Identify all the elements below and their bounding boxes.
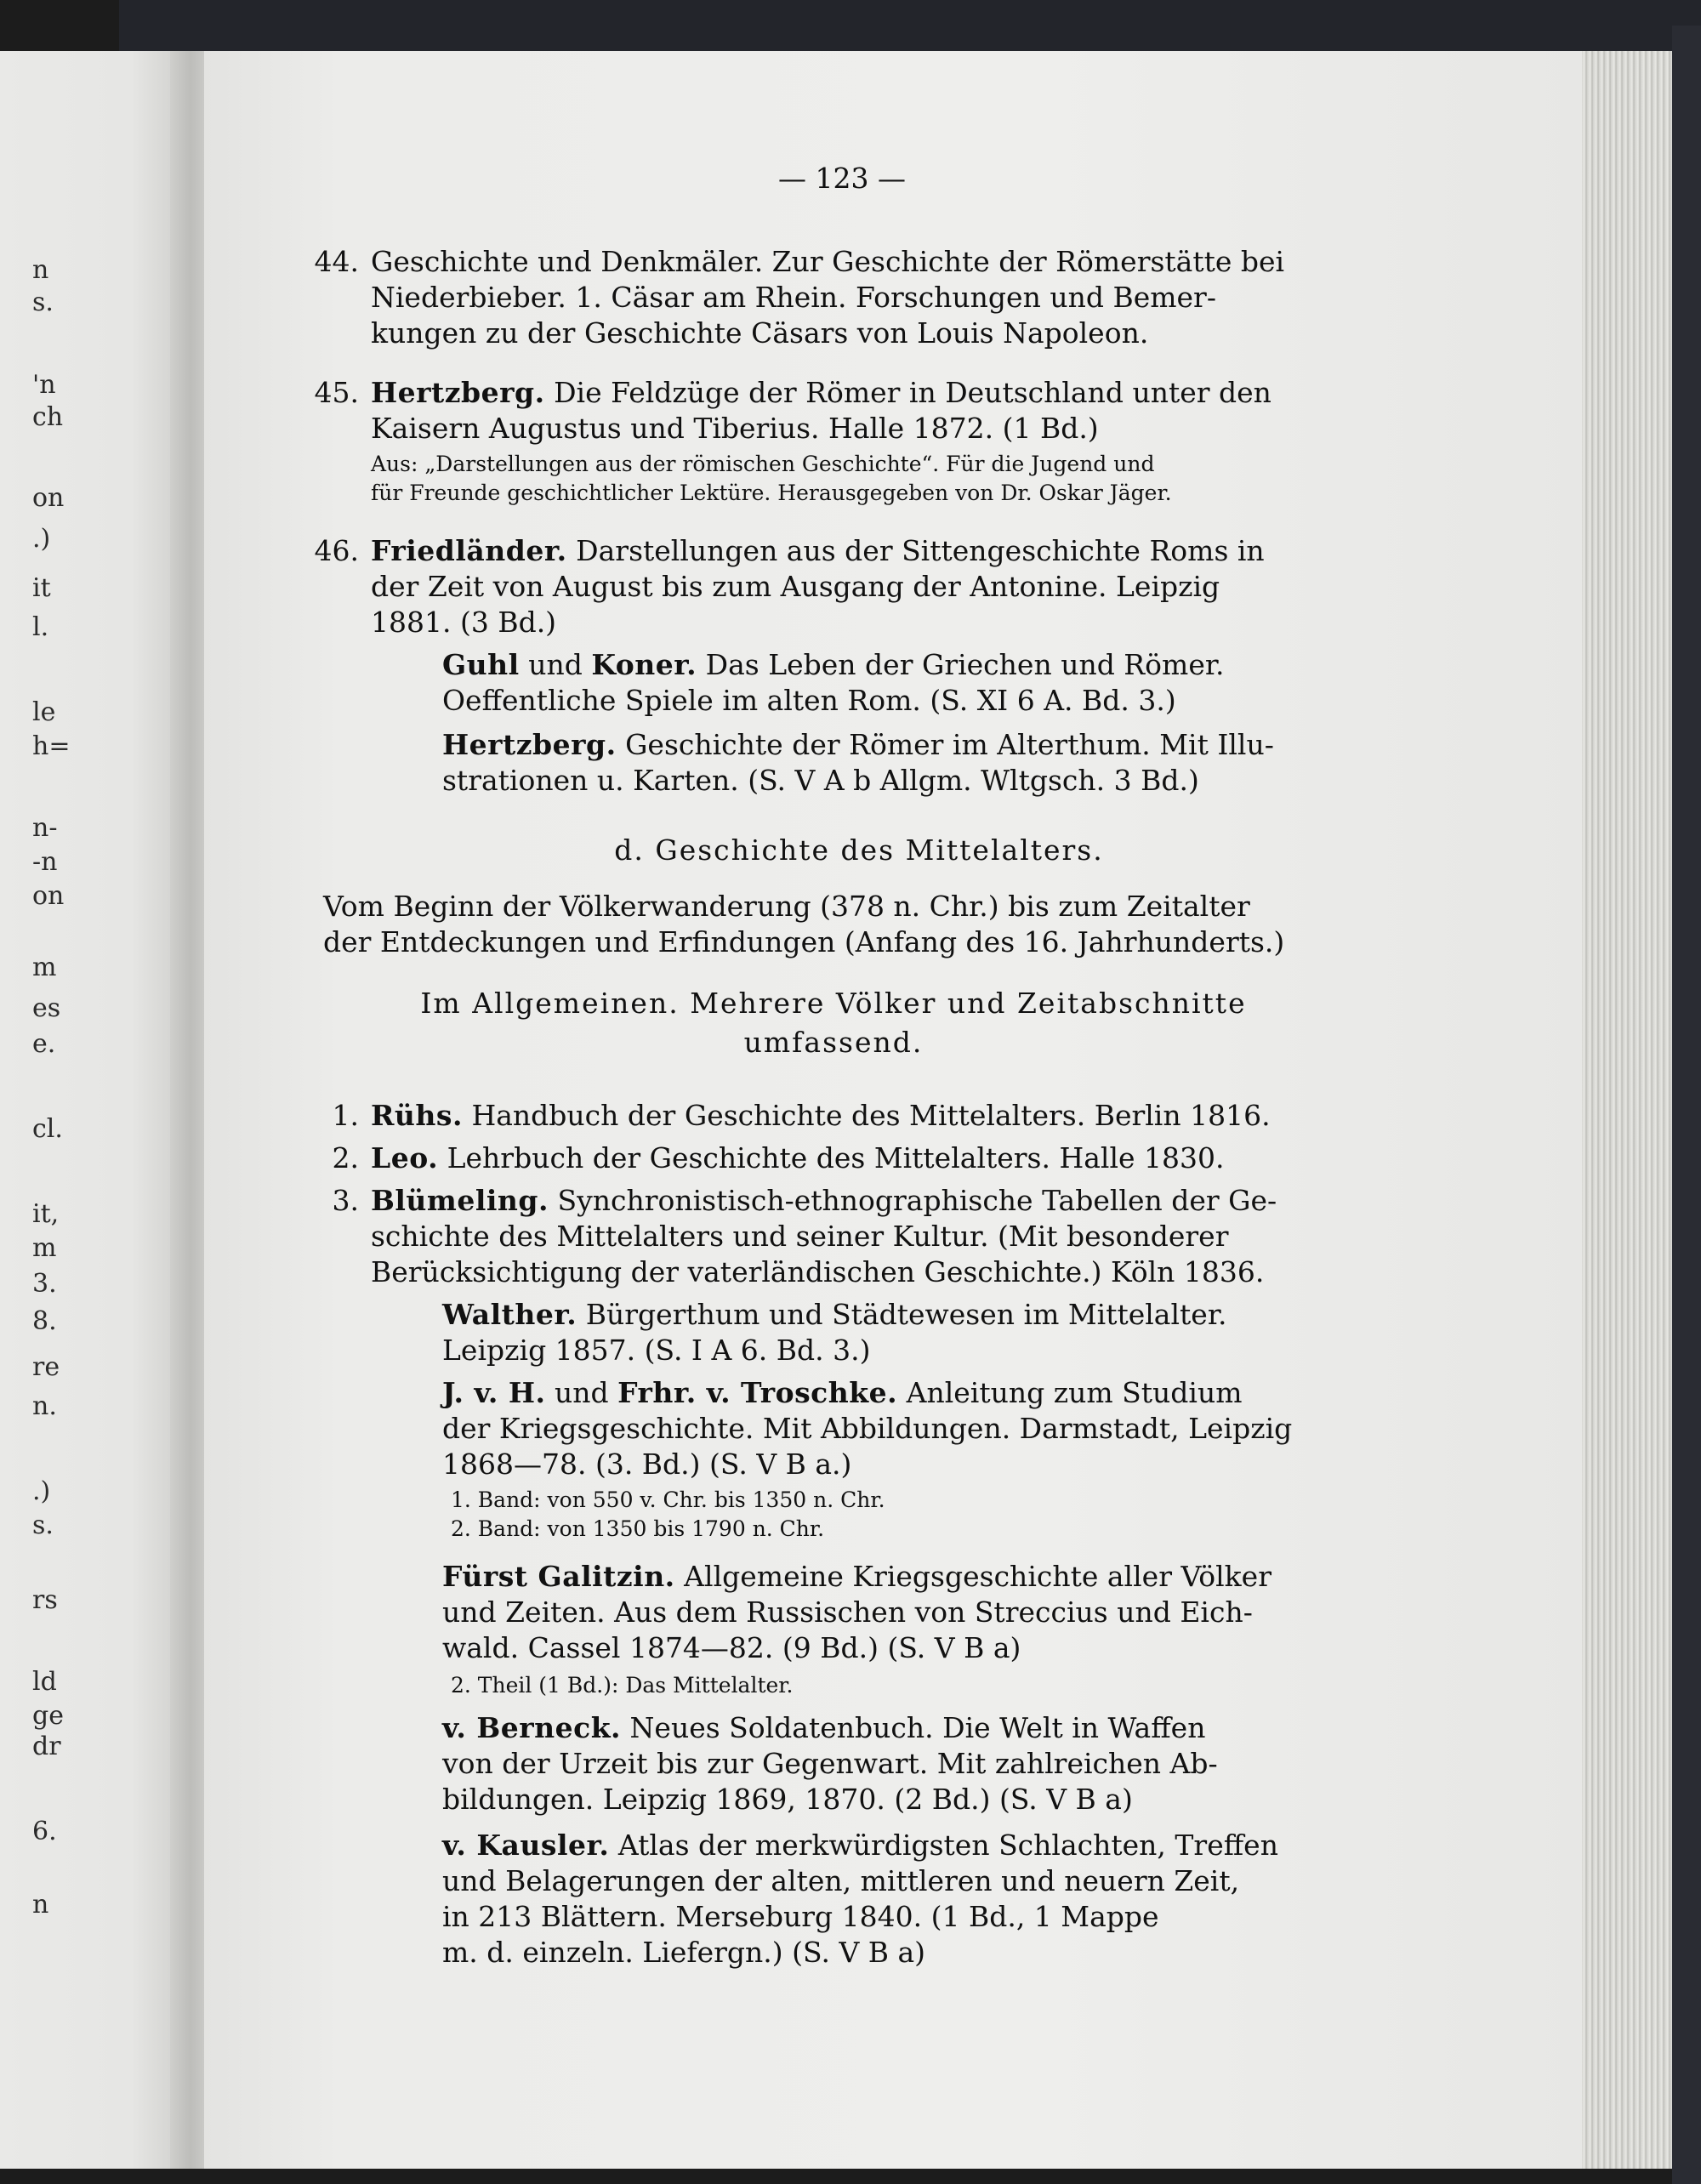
- section-intro-2: der Entdeckungen und Erfindungen (Anfang des 16. Jahrhunderts.): [323, 925, 1285, 958]
- entry-jvh-line-1: [442, 1376, 1243, 1410]
- entry-hertzberg-line-1: [442, 728, 1274, 762]
- facing-text-fragment: n: [32, 255, 49, 285]
- entry-2-line: [306, 1141, 1225, 1175]
- facing-text-fragment: re: [32, 1352, 60, 1382]
- facing-text-fragment: cl.: [32, 1114, 63, 1144]
- entry-text: Das Leben der Griechen und Römer.: [697, 648, 1225, 681]
- facing-text-fragment: h=: [32, 731, 71, 761]
- facing-text-fragment: on: [32, 881, 65, 911]
- facing-text-fragment: ld: [32, 1667, 57, 1697]
- entry-jvh-note-2: 2. Band: von 1350 bis 1790 n. Chr.: [451, 1516, 825, 1541]
- entry-number: 44.: [314, 245, 359, 278]
- entry-guhl-line-1: [442, 648, 1225, 682]
- entry-jvh-line-2: der Kriegsgeschichte. Mit Abbildungen. Darmstadt, Leipzig: [442, 1412, 1293, 1445]
- section-subtitle-2: umfassend.: [743, 1026, 924, 1059]
- entry-text: Anleitung zum Studium: [897, 1376, 1243, 1409]
- facing-text-fragment: 'n: [32, 370, 56, 400]
- page-number: — 123 —: [778, 162, 906, 195]
- entry-author: Rühs.: [371, 1099, 463, 1132]
- entry-number: 2.: [332, 1141, 359, 1174]
- entry-3-line-2: schichte des Mittelalters und seiner Kultur. (Mit besonderer: [371, 1220, 1229, 1253]
- facing-text-fragment: ch: [32, 402, 64, 432]
- facing-text-fragment: n.: [32, 1391, 57, 1421]
- entry-44-line-3: kungen zu der Geschichte Cäsars von Louis Napoleon.: [371, 316, 1149, 350]
- entry-guhl-line-2: Oeffentliche Spiele im alten Rom. (S. XI 6 A. Bd. 3.): [442, 684, 1176, 717]
- entry-berneck-line-2: von der Urzeit bis zur Gegenwart. Mit zahlreichen Ab-: [442, 1747, 1218, 1780]
- facing-text-fragment: n-: [32, 813, 58, 843]
- facing-text-fragment: es: [32, 993, 61, 1023]
- entry-conjunction: und: [545, 1376, 618, 1409]
- entry-galitzin-line-2: und Zeiten. Aus dem Russischen von Streccius und Eich-: [442, 1595, 1253, 1629]
- entry-44-line-1: [306, 245, 1284, 279]
- facing-text-fragment: s.: [32, 287, 54, 317]
- entry-author: Frhr. v. Troschke.: [617, 1376, 898, 1409]
- facing-text-fragment: .): [32, 524, 51, 554]
- facing-text-fragment: ge: [32, 1701, 64, 1731]
- entry-number: 45.: [314, 376, 359, 409]
- entry-45-line-2: Kaisern Augustus und Tiberius. Halle 1872. (1 Bd.): [371, 412, 1099, 445]
- entry-author: Koner.: [591, 648, 697, 681]
- entry-walther-line-2: Leipzig 1857. (S. I A 6. Bd. 3.): [442, 1334, 871, 1367]
- entry-hertzberg-line-2: strationen u. Karten. (S. V A b Allgm. Wltgsch. 3 Bd.): [442, 764, 1199, 797]
- entry-text: Lehrbuch der Geschichte des Mittelalters. Halle 1830.: [438, 1141, 1225, 1174]
- facing-text-fragment: 3.: [32, 1269, 57, 1299]
- entry-author: Hertzberg.: [442, 728, 617, 761]
- entry-44-line-2: Niederbieber. 1. Cäsar am Rhein. Forschungen und Bemer-: [371, 281, 1216, 314]
- entry-author: Fürst Galitzin.: [442, 1560, 675, 1593]
- facing-text-fragment: 8.: [32, 1306, 57, 1336]
- entry-conjunction: und: [519, 648, 592, 681]
- entry-text: Synchronistisch-ethnographische Tabellen der Ge-: [548, 1184, 1277, 1217]
- facing-text-fragment: it,: [32, 1199, 60, 1229]
- facing-text-fragment: -n: [32, 847, 58, 877]
- entry-author: Friedländer.: [371, 534, 567, 567]
- entry-author: Walther.: [442, 1298, 577, 1331]
- entry-author: J. v. H.: [442, 1376, 546, 1409]
- entry-3-line-3: Berücksichtigung der vaterländischen Geschichte.) Köln 1836.: [371, 1255, 1265, 1288]
- book-cover-right: [1672, 26, 1701, 2184]
- entry-text: Geschichte und Denkmäler. Zur Geschichte der Römerstätte bei: [371, 245, 1285, 278]
- entry-kausler-line-4: m. d. einzeln. Liefergn.) (S. V B a): [442, 1936, 926, 1969]
- entry-text: Geschichte der Römer im Alterthum. Mit Illu-: [616, 728, 1274, 761]
- entry-author: Leo.: [371, 1141, 439, 1174]
- entry-text: Die Feldzüge der Römer in Deutschland unter den: [544, 376, 1271, 409]
- entry-galitzin-line-1: [442, 1560, 1271, 1594]
- book-page-edges: [1580, 51, 1675, 2169]
- page-text: [204, 51, 1582, 2169]
- facing-text-fragment: 6.: [32, 1817, 57, 1846]
- section-subtitle-1: Im Allgemeinen. Mehrere Völker und Zeitabschnitte: [420, 987, 1247, 1020]
- facing-text-fragment: m: [32, 953, 57, 982]
- facing-text-fragment: l.: [32, 612, 49, 642]
- entry-kausler-line-3: in 213 Blättern. Merseburg 1840. (1 Bd., 1 Mappe: [442, 1900, 1159, 1933]
- entry-author: v. Berneck.: [442, 1711, 622, 1744]
- facing-text-fragment: n: [32, 1890, 49, 1920]
- entry-46-line-2: der Zeit von August bis zum Ausgang der Antonine. Leipzig: [371, 570, 1220, 603]
- entry-45-note-2: für Freunde geschichtlicher Lektüre. Herausgegeben von Dr. Oskar Jäger.: [371, 481, 1172, 505]
- entry-text: Handbuch der Geschichte des Mittelalters. Berlin 1816.: [462, 1099, 1271, 1132]
- entry-45-note-1: Aus: „Darstellungen aus der römischen Geschichte“. Für die Jugend und: [371, 452, 1155, 476]
- entry-berneck-line-3: bildungen. Leipzig 1869, 1870. (2 Bd.) (S. V B a): [442, 1783, 1133, 1816]
- entry-kausler-line-1: [442, 1829, 1278, 1863]
- entry-galitzin-line-3: wald. Cassel 1874—82. (9 Bd.) (S. V B a): [442, 1631, 1021, 1664]
- entry-author: Hertzberg.: [371, 376, 545, 409]
- entry-text: Atlas der merkwürdigsten Schlachten, Treffen: [609, 1829, 1278, 1862]
- facing-page-fragment: [0, 51, 187, 2169]
- entry-jvh-note-1: 1. Band: von 550 v. Chr. bis 1350 n. Chr.: [451, 1487, 885, 1512]
- entry-jvh-line-3: 1868—78. (3. Bd.) (S. V B a.): [442, 1447, 852, 1481]
- entry-text: Bürgerthum und Städtewesen im Mittelalter.: [577, 1298, 1227, 1331]
- facing-text-fragment: rs: [32, 1585, 58, 1615]
- entry-46-line-1: [306, 534, 1265, 568]
- entry-author: v. Kausler.: [442, 1829, 610, 1862]
- entry-text: Darstellungen aus der Sittengeschichte Roms in: [566, 534, 1265, 567]
- entry-berneck-line-1: [442, 1711, 1205, 1745]
- facing-text-fragment: it: [32, 573, 51, 603]
- entry-author: Blümeling.: [371, 1184, 549, 1217]
- facing-text-fragment: le: [32, 697, 56, 727]
- entry-46-line-3: 1881. (3 Bd.): [371, 606, 557, 639]
- facing-text-fragment: .): [32, 1476, 51, 1506]
- facing-text-fragment: e.: [32, 1029, 56, 1059]
- entry-kausler-line-2: und Belagerungen der alten, mittleren und neuern Zeit,: [442, 1864, 1240, 1897]
- entry-number: 3.: [332, 1184, 359, 1217]
- entry-1-line: [306, 1099, 1271, 1133]
- facing-text-fragment: dr: [32, 1732, 61, 1761]
- entry-walther-line-1: [442, 1298, 1226, 1332]
- book-page: [204, 51, 1582, 2169]
- entry-45-line-1: [306, 376, 1271, 410]
- facing-text-fragment: s.: [32, 1510, 54, 1540]
- facing-text-fragment: on: [32, 483, 65, 513]
- section-intro-1: Vom Beginn der Völkerwanderung (378 n. Chr.) bis zum Zeitalter: [323, 890, 1250, 923]
- entry-3-line-1: [306, 1184, 1277, 1218]
- entry-author: Guhl: [442, 648, 520, 681]
- section-title: d. Geschichte des Mittelalters.: [614, 833, 1104, 867]
- entry-galitzin-note: 2. Theil (1 Bd.): Das Mittelalter.: [451, 1673, 794, 1698]
- entry-text: Allgemeine Kriegsgeschichte aller Völker: [674, 1560, 1271, 1593]
- facing-text-fragment: m: [32, 1233, 57, 1263]
- entry-number: 1.: [332, 1099, 359, 1132]
- entry-number: 46.: [314, 534, 359, 567]
- entry-text: Neues Soldatenbuch. Die Welt in Waffen: [621, 1711, 1206, 1744]
